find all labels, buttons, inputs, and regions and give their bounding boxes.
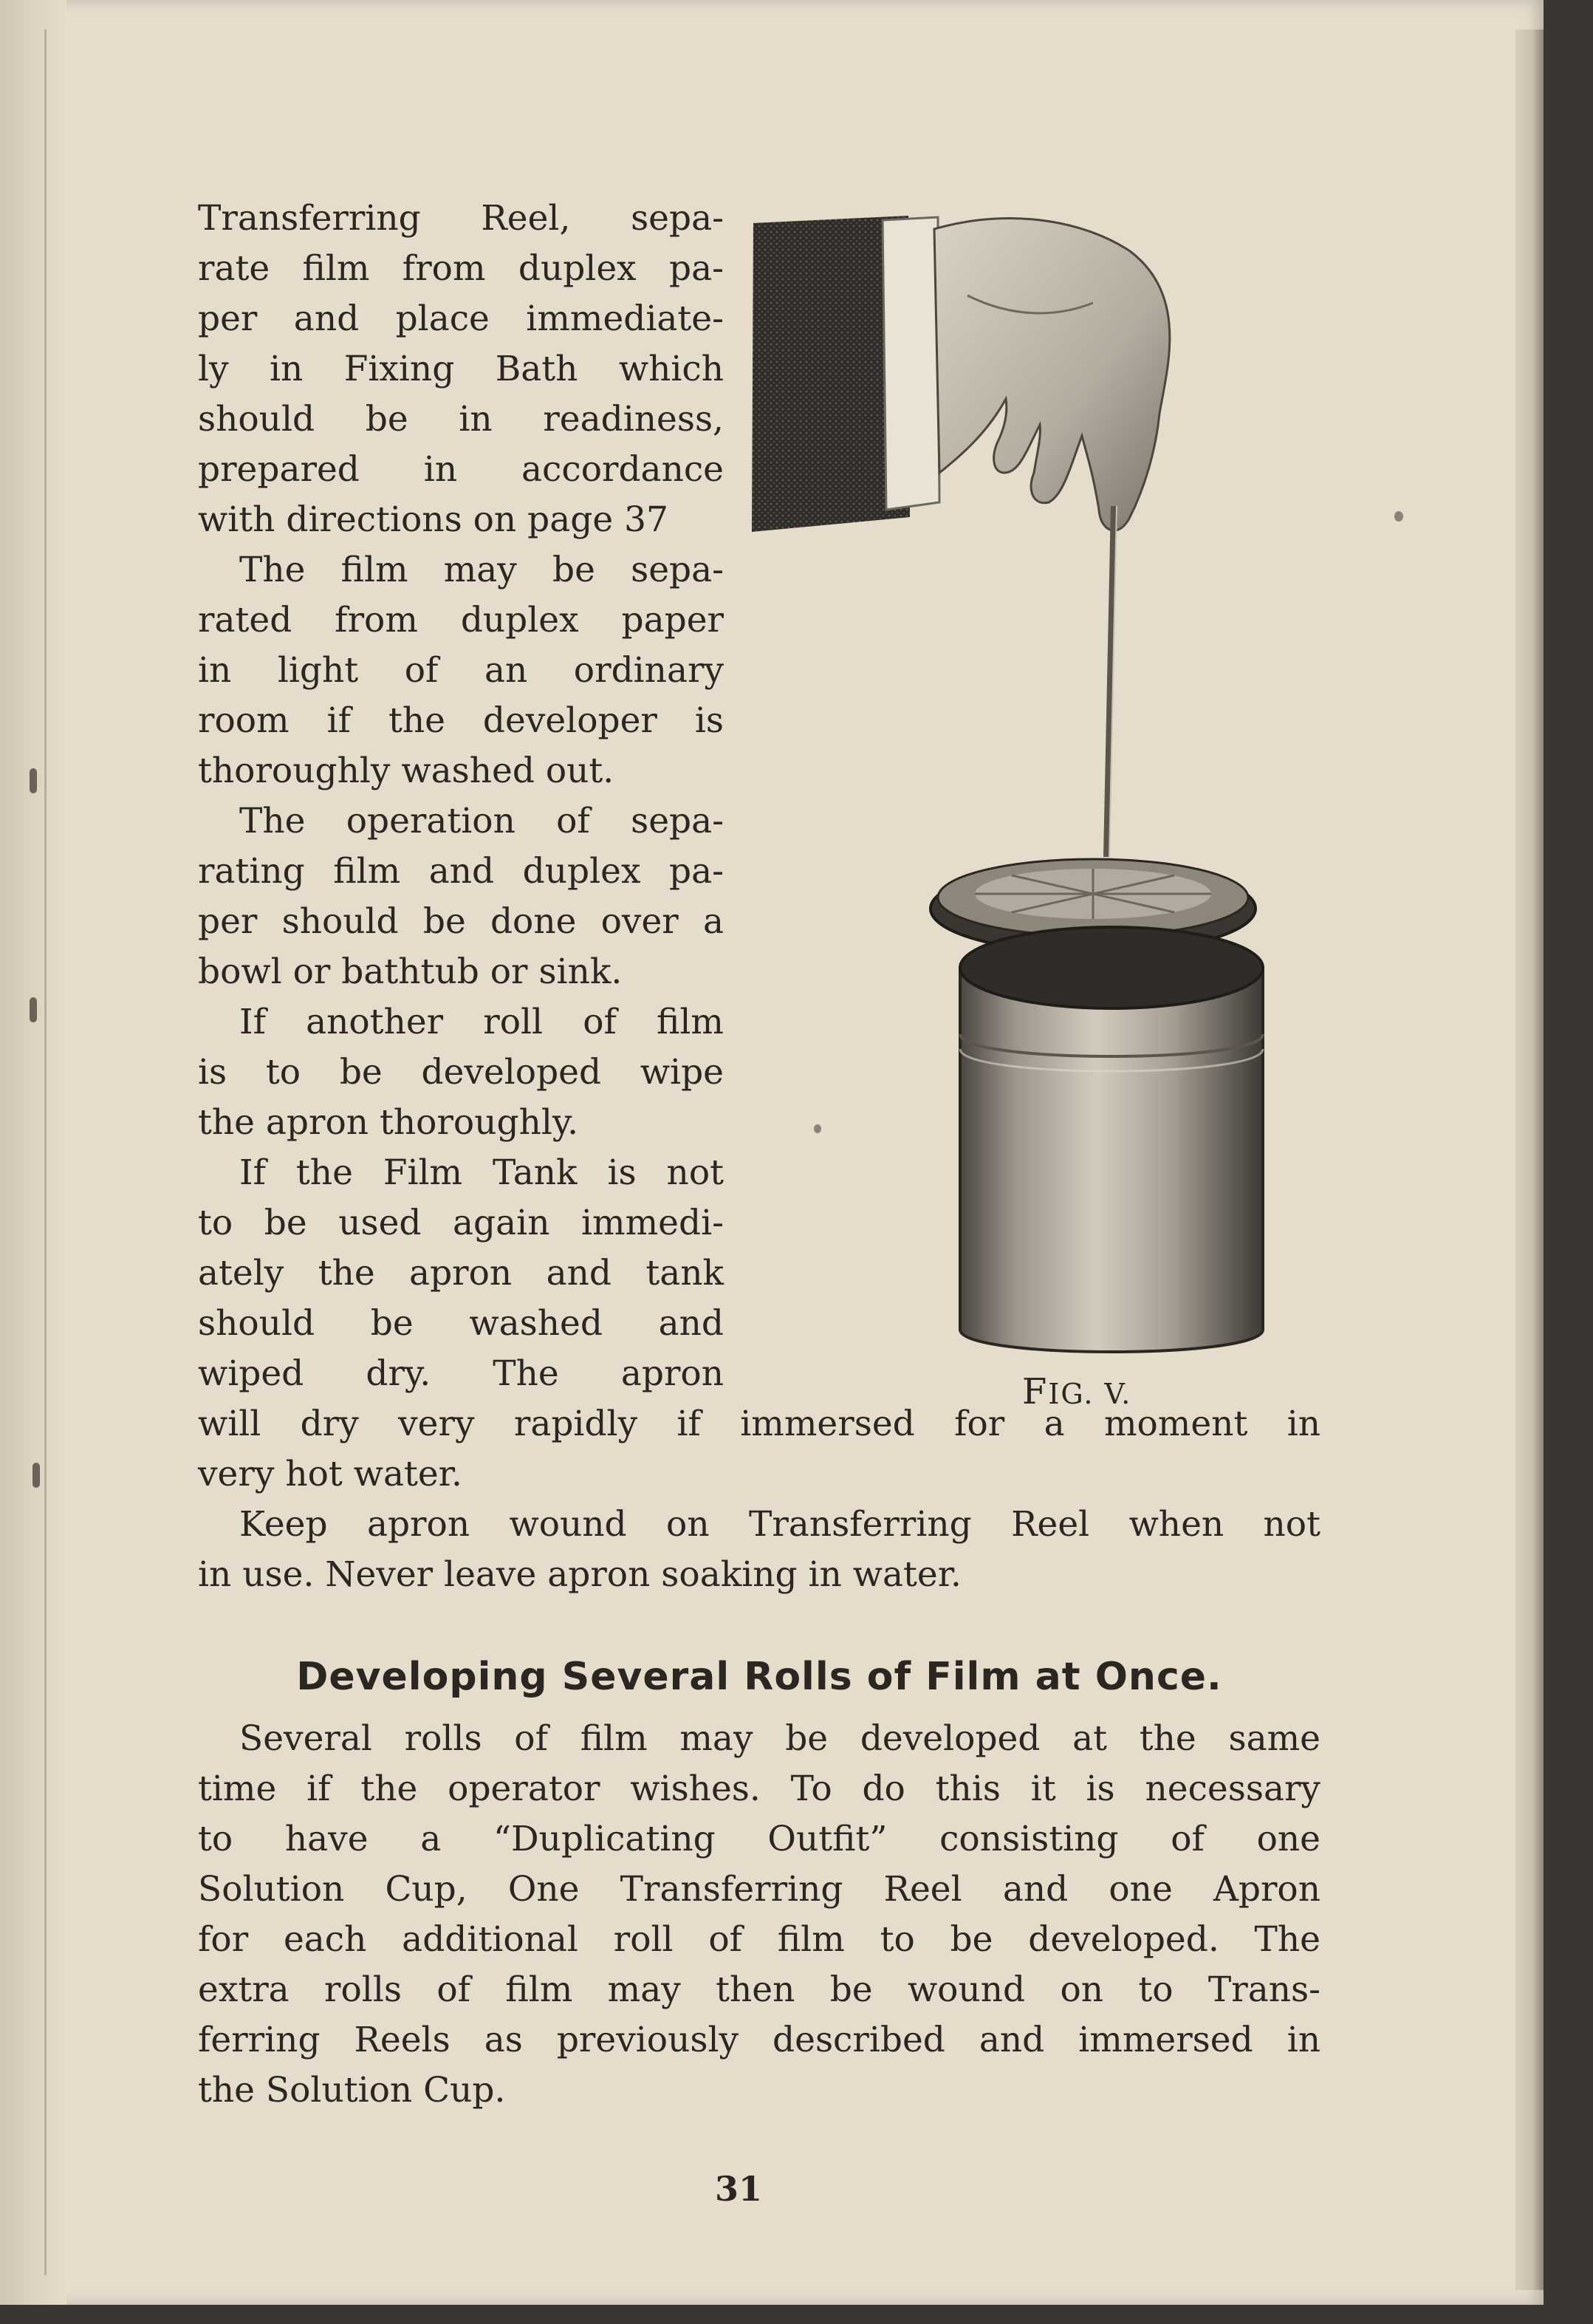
text-line: ferring Reels as previously described and immersed in [198, 2020, 1320, 2060]
hand [934, 219, 1170, 531]
text-line: is to be developed wipe [198, 1052, 724, 1093]
text-line: rating film and duplex pa- [198, 851, 724, 892]
text-line: very hot water. [198, 1454, 462, 1494]
text-line: per should be done over a [198, 901, 724, 942]
figure-caption-initial: F [1022, 1371, 1049, 1412]
page-number: 31 [715, 2169, 763, 2209]
text-line: prepared in accordance [198, 449, 724, 490]
text-line: ly in Fixing Bath which [198, 349, 724, 389]
binding-thread-mark [30, 997, 37, 1022]
text-line: wiped dry. The apron [198, 1353, 724, 1394]
figure-caption-rest: IG. V. [1048, 1378, 1132, 1410]
text-line: will dry very rapidly if immersed for a moment in [198, 1404, 1320, 1444]
text-line: should be washed and [198, 1303, 724, 1344]
gutter-crease [44, 30, 47, 2275]
film-tank [960, 968, 1263, 1352]
text-line: should be in readiness, [198, 399, 724, 440]
text-line: time if the operator wishes. To do this it is necessary [198, 1768, 1320, 1809]
text-line: ately the apron and tank [198, 1253, 724, 1293]
section-paragraph [198, 1714, 1320, 2116]
text-line: rated from duplex paper [198, 600, 724, 640]
text-line: Solution Cup, One Transferring Reel and one Apron [198, 1869, 1320, 1910]
text-line: bowl or bathtub or sink. [198, 951, 623, 992]
text-line: to be used again immedi- [198, 1203, 724, 1243]
left-column-text [198, 194, 724, 1399]
text-line: If another roll of film [239, 1002, 724, 1042]
text-line: The operation of sepa- [239, 801, 724, 841]
text-line: The film may be sepa- [239, 550, 724, 590]
text-line: to have a “Duplicating Outfit” consisting of one [198, 1819, 1320, 1859]
continued-paragraph [198, 1399, 1320, 1600]
page-gutter [0, 0, 66, 2305]
text-line: per and place immediate- [198, 298, 724, 339]
text-line: rate film from duplex pa- [198, 248, 724, 289]
text-line: extra rolls of film may then be wound on to Trans- [198, 1969, 1320, 2010]
binding-thread-mark [32, 1463, 40, 1488]
section-heading: Developing Several Rolls of Film at Once. [296, 1655, 1222, 1699]
text-line: Transferring Reel, sepa- [198, 198, 724, 239]
text-line: in light of an ordinary [198, 650, 724, 691]
hand-and-film-tank-illustration [746, 207, 1292, 1367]
binding-thread-mark [30, 768, 37, 793]
paper-spot [1394, 511, 1403, 522]
text-line: the apron thoroughly. [198, 1102, 579, 1143]
text-line: for each additional roll of film to be developed. The [198, 1919, 1320, 1960]
text-line: thoroughly washed out. [198, 751, 614, 791]
text-line: in use. Never leave apron soaking in water. [198, 1554, 962, 1595]
text-line: Keep apron wound on Transferring Reel when not [239, 1504, 1320, 1545]
text-line: with directions on page 37 [198, 499, 668, 540]
text-line: room if the developer is [198, 700, 724, 741]
text-line: If the Film Tank is not [239, 1152, 724, 1193]
page-edge [1515, 30, 1544, 2290]
text-line: Several rolls of film may be developed at the same [239, 1718, 1320, 1759]
shirt-cuff [883, 217, 939, 510]
text-line: the Solution Cup. [198, 2070, 506, 2111]
